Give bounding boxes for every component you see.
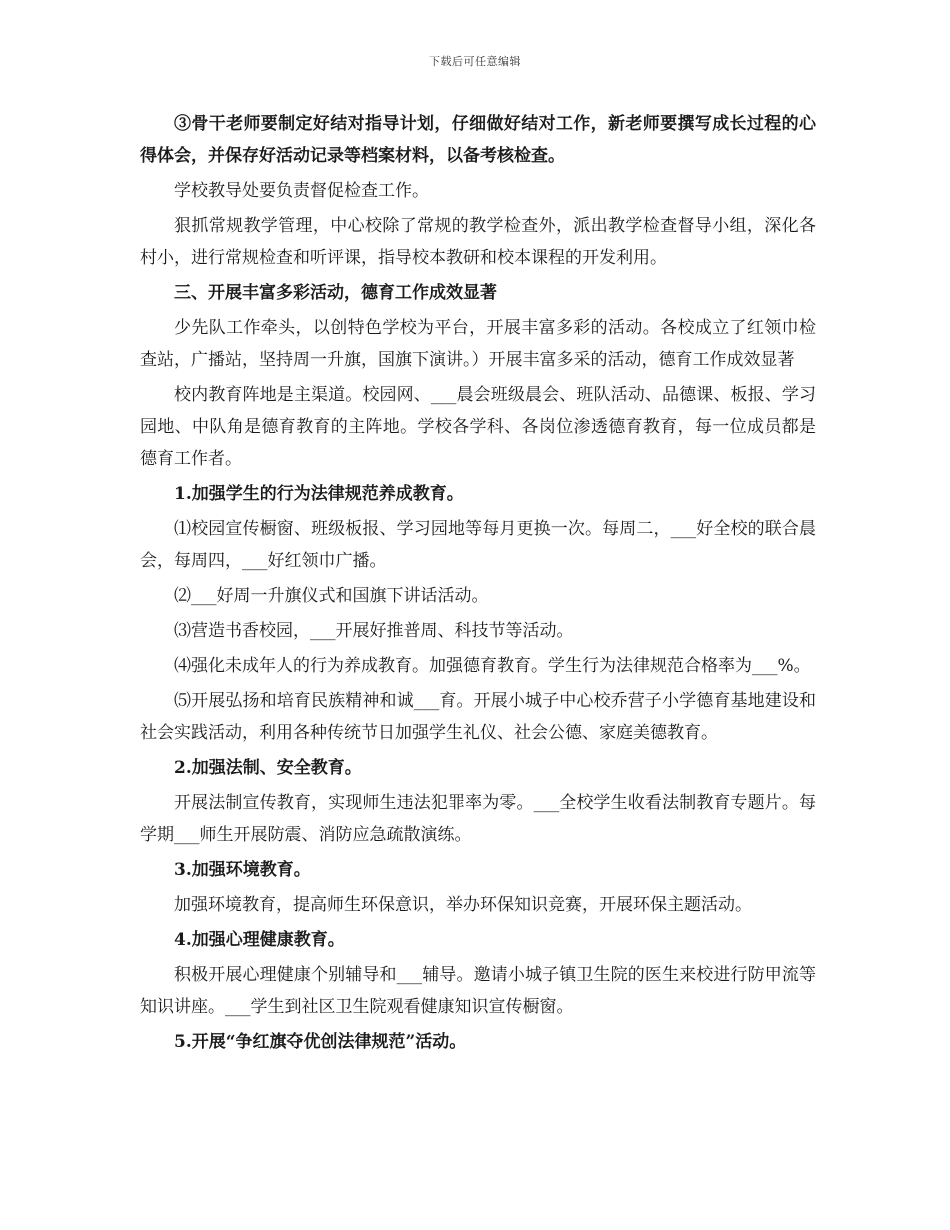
subsection-heading: 3.加强环境教育。: [174, 860, 311, 880]
page-header: 下载后可任意编辑: [429, 55, 521, 68]
paragraph: 学校教导处要负责督促检查工作。: [174, 181, 429, 201]
paragraph: ③骨干老师要制定好结对指导计划，仔细做好结对工作，新老师要撰写成长过程的心得体会，并保存好活动记录等档案材料，以备考核检查。: [140, 114, 816, 166]
subsection-heading: 4.加强心理健康教育。: [174, 930, 345, 950]
paragraph: 积极开展心理健康个别辅导和___辅导。邀请小城子镇卫生院的医生来校进行防甲流等知识讲座。___学生到社区卫生院观看健康知识宣传橱窗。: [140, 965, 816, 1017]
subsection-heading: 2.加强法制、安全教育。: [174, 758, 362, 778]
section-heading: 三、开展丰富多彩活动，德育工作成效显著: [174, 283, 497, 303]
paragraph: 少先队工作牵头，以创特色学校为平台，开展丰富多彩的活动。各校成立了红领巾检查站，广播站，坚持周一升旗，国旗下演讲。）开展丰富多采的活动，德育工作成效显著: [140, 318, 816, 370]
subsection-heading: 5.开展“争红旗夺优创法律规范”活动。: [174, 1032, 467, 1052]
list-item: ⑶营造书香校园，___开展好推普周、科技节等活动。: [174, 621, 574, 641]
list-item: ⑸开展弘扬和培育民族精神和诚___育。开展小城子中心校乔营子小学德育基地建设和社会实践活动，利用各种传统节日加强学生礼仪、社会公德、家庭美德教育。: [140, 691, 816, 743]
list-item: ⑷强化未成年人的行为养成教育。加强德育教育。学生行为法律规范合格率为___%。: [174, 656, 811, 676]
list-item: ⑴校园宣传橱窗、班级板报、学习园地等每月更换一次。每周二，___好全校的联合晨会，每周四，___好红领巾广播。: [140, 519, 816, 571]
paragraph: 加强环境教育，提高师生环保意识，举办环保知识竞赛，开展环保主题活动。: [174, 895, 752, 915]
list-item: ⑵___好周一升旗仪式和国旗下讲话活动。: [174, 586, 489, 606]
subsection-heading: 1.加强学生的行为法律规范养成教育。: [174, 484, 464, 504]
paragraph: 开展法制宣传教育，实现师生违法犯罪率为零。___全校学生收看法制教育专题片。每学期___师生开展防震、消防应急疏散演练。: [140, 793, 816, 845]
paragraph: 校内教育阵地是主渠道。校园网、___晨会班级晨会、班队活动、品德课、板报、学习园地、中队角是德育教育的主阵地。学校各学科、各岗位渗透德育教育，每一位成员都是德育工作者。: [140, 385, 816, 469]
paragraph: 狠抓常规教学管理，中心校除了常规的教学检查外，派出教学检查督导小组，深化各村小，进行常规检查和听评课，指导校本教研和校本课程的开发利用。: [140, 216, 816, 268]
document-body: [140, 108, 816, 1061]
